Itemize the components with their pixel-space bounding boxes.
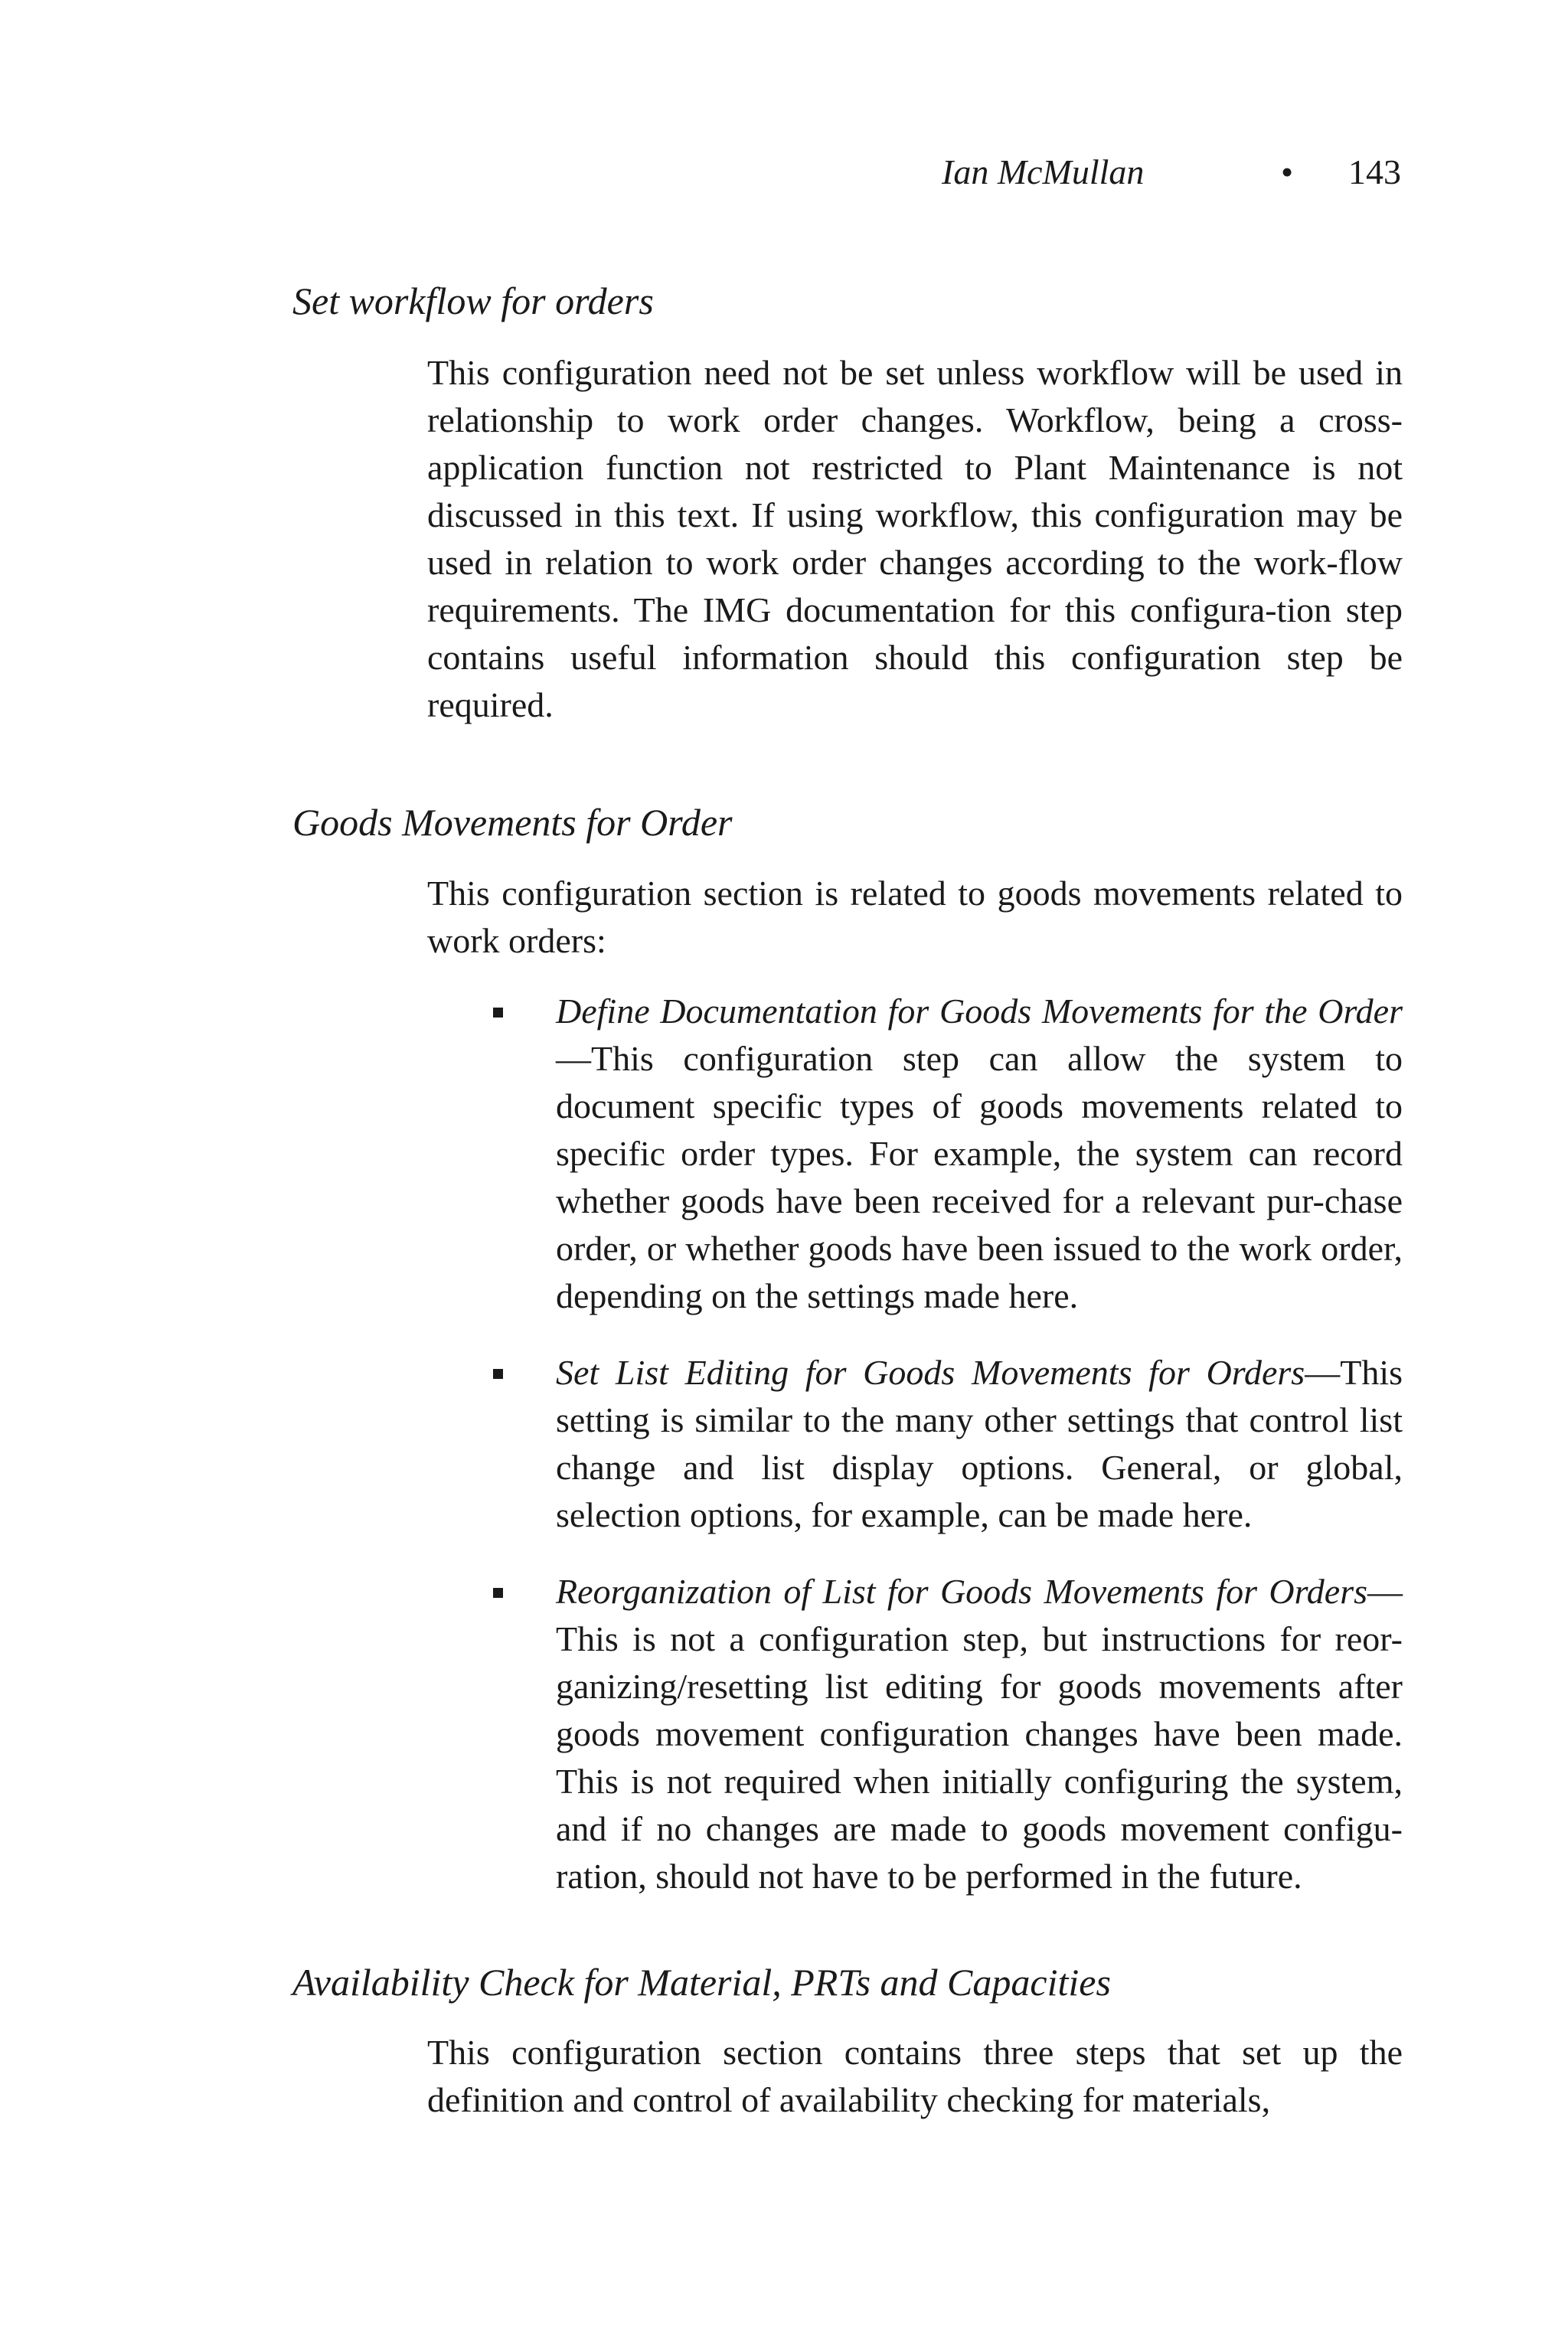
section-heading-availability-check: Availability Check for Material, PRTs and Capacities — [292, 1961, 1111, 2004]
list-item — [427, 1349, 1403, 1539]
list-item-text: —This setting is similar to the many other settings that control list change and list display options. General, or global, selection options, for example, can be made here. — [556, 1353, 1403, 1534]
section-heading-set-workflow: Set workflow for orders — [292, 279, 654, 322]
section-heading-goods-movements: Goods Movements for Order — [292, 801, 733, 844]
section-body-set-workflow: This configuration need not be set unless workflow will be used in relationship to work order changes. Workflow, being a cross-application function not restricted to Plant Maintenance is not discussed in this text. If using workflow, this configuration may be used in relation to work order changes according to the work-flow requirements. The IMG documentation for this configura-tion step contains useful information should this configuration step be required. — [427, 353, 1403, 724]
list-item-title: Set List Editing for Goods Movements for Orders — [556, 1353, 1305, 1392]
section-body-goods-movements: This configuration section is related to goods movements related to work orders: — [427, 874, 1403, 960]
list-item-text: — This is not a configuration step, but instructions for reor-ganizing/resetting list editing for goods movements after goods movement configuration changes have been made. This is not required when initially configuring the system, and if no changes are made to goods movement configu-ration, should not have to be performed in the future. — [556, 1572, 1403, 1896]
running-head-author: Ian McMullan — [942, 152, 1145, 191]
list-item-text: —This configuration step can allow the system to document specific types of goods movements related to specific order types. For example, the system can record whether goods have been received for a relevant pur-chase order, or whether goods have been issued to the work order, depending on the settings made here. — [556, 1039, 1403, 1315]
goods-movements-list — [427, 988, 1403, 1929]
running-head-separator: • — [1281, 152, 1294, 191]
square-bullet-icon — [493, 1588, 503, 1598]
running-head — [942, 152, 1401, 205]
section-body-availability-check: This configuration section contains three steps that set up the definition and control of availability checking for materials, — [427, 2033, 1403, 2119]
list-item — [427, 1568, 1403, 1900]
list-item — [427, 988, 1403, 1320]
list-item-title: Reorganization of List for Goods Movements for Orders — [556, 1572, 1367, 1611]
list-item-title: Define Documentation for Goods Movements for the Order — [556, 991, 1403, 1031]
square-bullet-icon — [493, 1008, 503, 1018]
square-bullet-icon — [493, 1369, 503, 1379]
page-number: 143 — [1348, 152, 1401, 191]
